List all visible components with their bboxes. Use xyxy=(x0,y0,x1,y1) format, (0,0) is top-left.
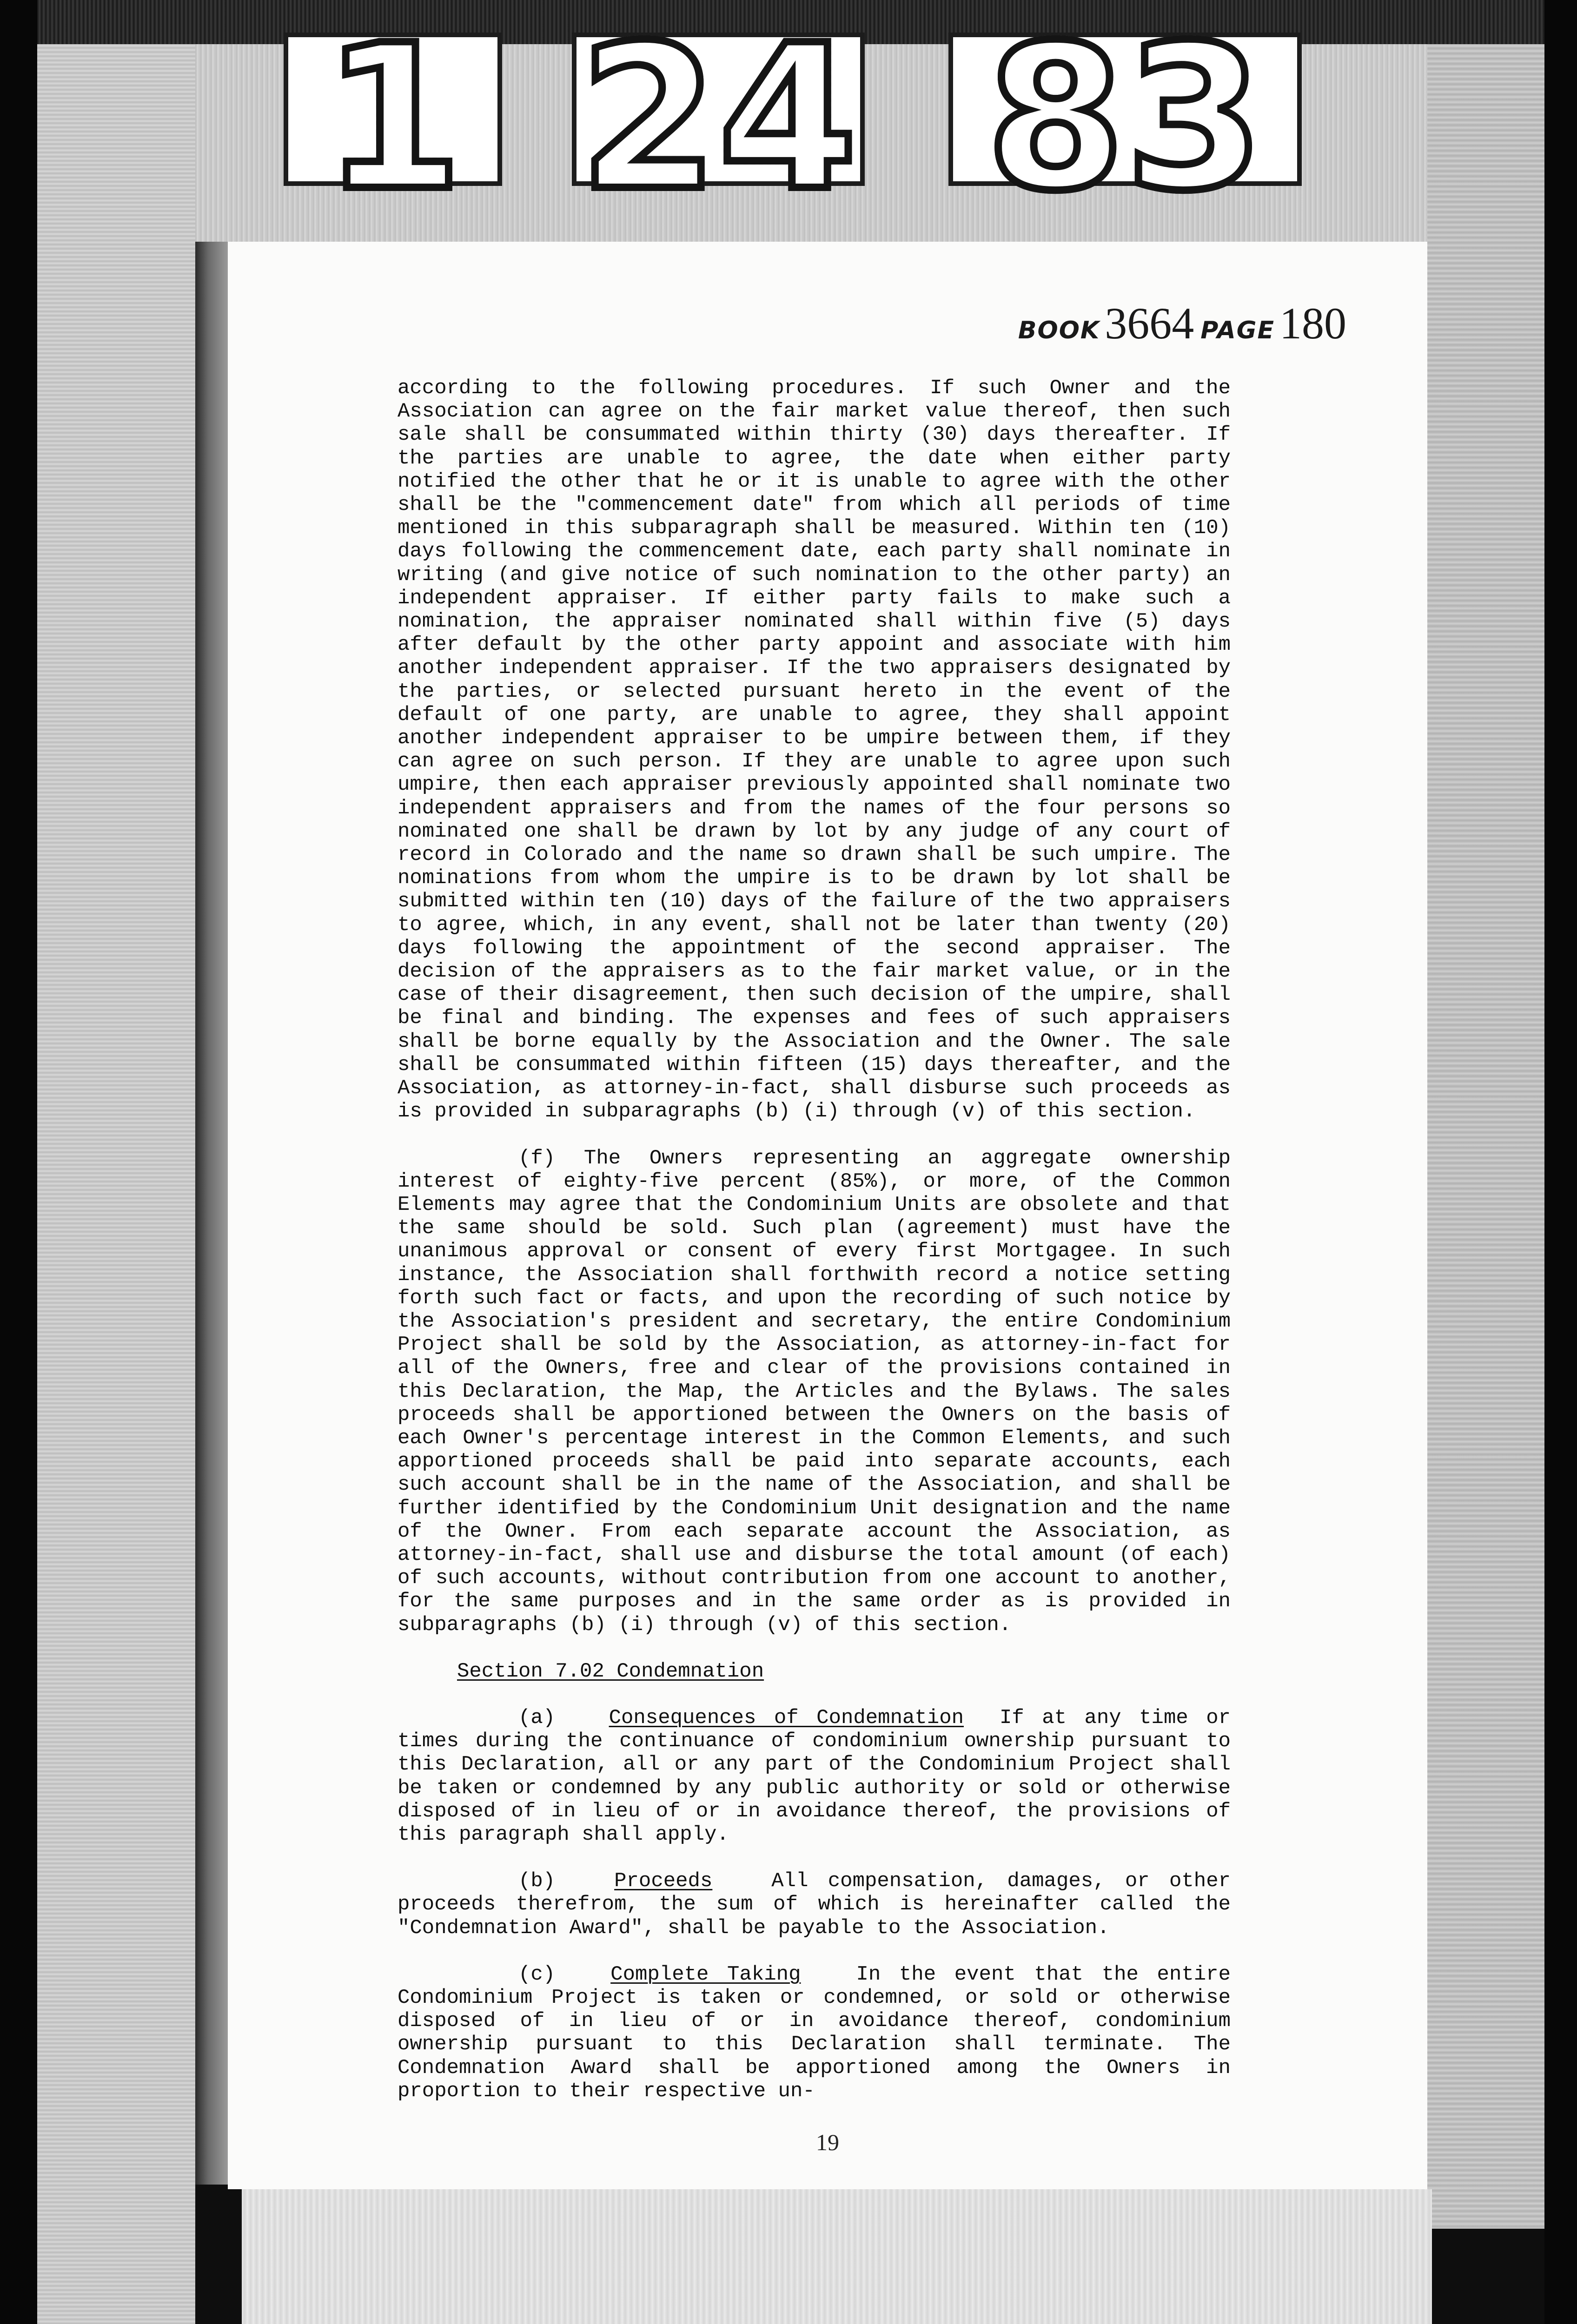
frame-number-digits: 1 xyxy=(288,19,497,218)
section-heading-text: Section 7.02 Condemnation xyxy=(457,1659,764,1683)
paragraph-c-complete-taking xyxy=(398,1963,1231,2103)
clause-text: In the event that the entire Condominium Project is taken or condemned, or sold or otherwise disposed of in lieu of or in avoidance thereof, condominium ownership pursuant to this Declaration shall terminate. The Condemnation Award shall be apportioned among the Owners in proportion to their respective un- xyxy=(398,1962,1231,2103)
clause-title: Complete Taking xyxy=(610,1962,801,1986)
clause-marker: (b) xyxy=(518,1869,556,1893)
book-label: BOOK xyxy=(1018,317,1100,344)
document-body xyxy=(398,376,1231,2103)
frame-number-digits: 24 xyxy=(576,19,860,218)
paragraph-procedures: according to the following procedures. If such Owner and the Association can agree on the fair market value thereof, then such sale shall be consummated within thirty (30) days thereafter. If the parties are unable to agree, the date when either party notified the other that he or it is unable to agree with the other shall be the "commencement date" from which all periods of time mentioned in this subparagraph shall be measured. Within ten (10) days following the commencement date, each party shall nominate in writing (and give notice of such nomination to the other party) an independent appraiser. If either party fails to make such a nomination, the appraiser nominated shall within five (5) days after default by the other party appoint and associate with him another independent appraiser. If the two appraisers designated by the parties, or selected pursuant hereto in the event of the default of one party, are unable to agree, they shall appoint another independent appraiser to be umpire between them, if they can agree on such person. If they are unable to agree upon such umpire, then each appraiser previously appointed shall nominate two independent appraisers and from the names of the four persons so nominated one shall be drawn by lot by any judge of any court of record in Colorado and the name so drawn shall be such umpire. The nominations from whom the umpire is to be drawn by lot shall be submitted within ten (10) days of the failure of the two appraisers to agree, which, in any event, shall not be later than twenty (20) days following the appointment of the second appraiser. The decision of the appraisers as to the fair market value, or in the case of their disagreement, then such decision of the umpire, shall be final and binding. The expenses and fees of such appraisers shall be borne equally by the Association and the Owner. The sale shall be consummated within fifteen (15) days thereafter, and the Association, as attorney-in-fact, shall disburse such proceeds as is provided in subparagraphs (b) (i) through (v) of this section. xyxy=(398,376,1231,1123)
clause-text: If at any time or times during the continuance of condominium ownership pursuant to this Declaration, all or any part of the Condominium Project shall be taken or condemned by any public authority or sold or otherwise disposed of in lieu of or in avoidance thereof, the provisions of this paragraph shall apply. xyxy=(398,1706,1231,1846)
clause-title: Consequences of Condemnation xyxy=(609,1706,964,1730)
book-number: 3664 xyxy=(1105,298,1194,348)
film-margin-left xyxy=(37,44,195,2324)
page-ref-number: 180 xyxy=(1279,298,1346,348)
film-margin-bottom xyxy=(242,2189,1432,2324)
paragraph-b-proceeds xyxy=(398,1869,1231,1940)
film-edge-right xyxy=(1544,0,1577,2324)
film-edge-left xyxy=(0,0,37,2324)
document-page xyxy=(228,242,1427,2189)
paragraph-a-consequences xyxy=(398,1706,1231,1846)
clause-marker: (c) xyxy=(518,1962,556,1986)
page-edge-shadow xyxy=(195,242,228,2185)
clause-text: All compensation, damages, or other proceeds therefrom, the sum of which is hereinafter called the "Condemnation Award", shall be payable to the Association. xyxy=(398,1869,1231,1940)
clause-marker: (a) xyxy=(518,1706,556,1730)
section-heading xyxy=(457,1660,1231,1683)
frame-number-block-1 xyxy=(284,2,502,235)
clause-title: Proceeds xyxy=(614,1869,713,1893)
film-margin-right xyxy=(1427,44,1544,2229)
paragraph-f-obsolescence: (f) The Owners representing an aggregate ownership interest of eighty-five percent (85%), or more, of the Common Elements may agree that the Condominium Units are obsolete and that the same should be sold. Such plan (agreement) must have the unanimous approval or consent of every first Mortgagee. In such instance, the Association shall forthwith record a notice setting forth such fact or facts, and upon the recording of such notice by the Association's president and secretary, the entire Condominium Project shall be sold by the Association, as attorney-in-fact for all of the Owners, free and clear of the provisions contained in this Declaration, the Map, the Articles and the Bylaws. The sales proceeds shall be apportioned between the Owners on the basis of each Owner's percentage interest in the Common Elements, and such apportioned proceeds shall be paid into separate accounts, each such account shall be in the name of the Association, and shall be further identified by the Condominium Unit designation and the name of the Owner. From each separate account the Association, as attorney-in-fact, shall use and disburse the total amount (of each) of such accounts, without contribution from one account to another, for the same purposes and in the same order as is provided in subparagraphs (b) (i) through (v) of this section. xyxy=(398,1146,1231,1637)
book-page-reference xyxy=(1018,297,1353,349)
page-number: 19 xyxy=(816,2129,839,2155)
frame-number-block-2 xyxy=(572,2,865,235)
page-label: PAGE xyxy=(1200,317,1275,344)
frame-number-block-3 xyxy=(948,2,1302,235)
frame-number-digits: 83 xyxy=(953,19,1297,218)
